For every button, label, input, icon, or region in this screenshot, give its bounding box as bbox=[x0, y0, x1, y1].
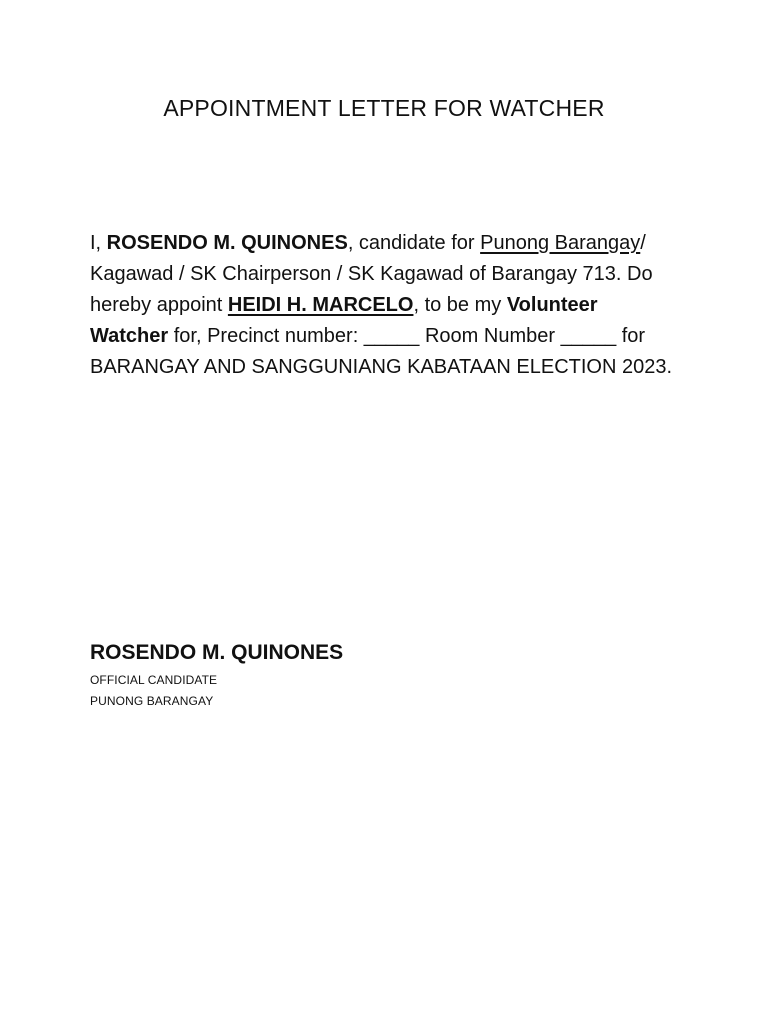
appointee-name: HEIDI H. MARCELO bbox=[227, 294, 414, 316]
body-text-positions: / Kagawad / SK Chairperson / SK Kagawad of Barangay 713. Do hereby appoint bbox=[90, 232, 653, 316]
document-title: APPOINTMENT LETTER FOR WATCHER bbox=[163, 95, 605, 121]
candidate-name: ROSENDO M. QUINONES bbox=[106, 232, 348, 254]
watcher-role: Volunteer Watcher bbox=[90, 294, 598, 347]
body-text-intro: I, bbox=[90, 232, 107, 254]
signature-title-line1: OFFICIAL CANDIDATE bbox=[90, 673, 218, 687]
body-text-precinct: for, Precinct number: _____ Room Number _____ for BARANGAY AND SANGGUNIANG KABATAAN ELECTION 2023. bbox=[90, 325, 673, 378]
signature-name: ROSENDO M. QUINONES bbox=[90, 641, 344, 664]
letter-body bbox=[90, 228, 680, 383]
signature-title-line2: PUNONG BARANGAY bbox=[90, 694, 214, 708]
position-punong-barangay: Punong Barangay bbox=[480, 232, 641, 254]
body-text-candidate-for: , candidate for bbox=[347, 232, 481, 254]
body-text-to-be-my: , to be my bbox=[413, 294, 507, 316]
